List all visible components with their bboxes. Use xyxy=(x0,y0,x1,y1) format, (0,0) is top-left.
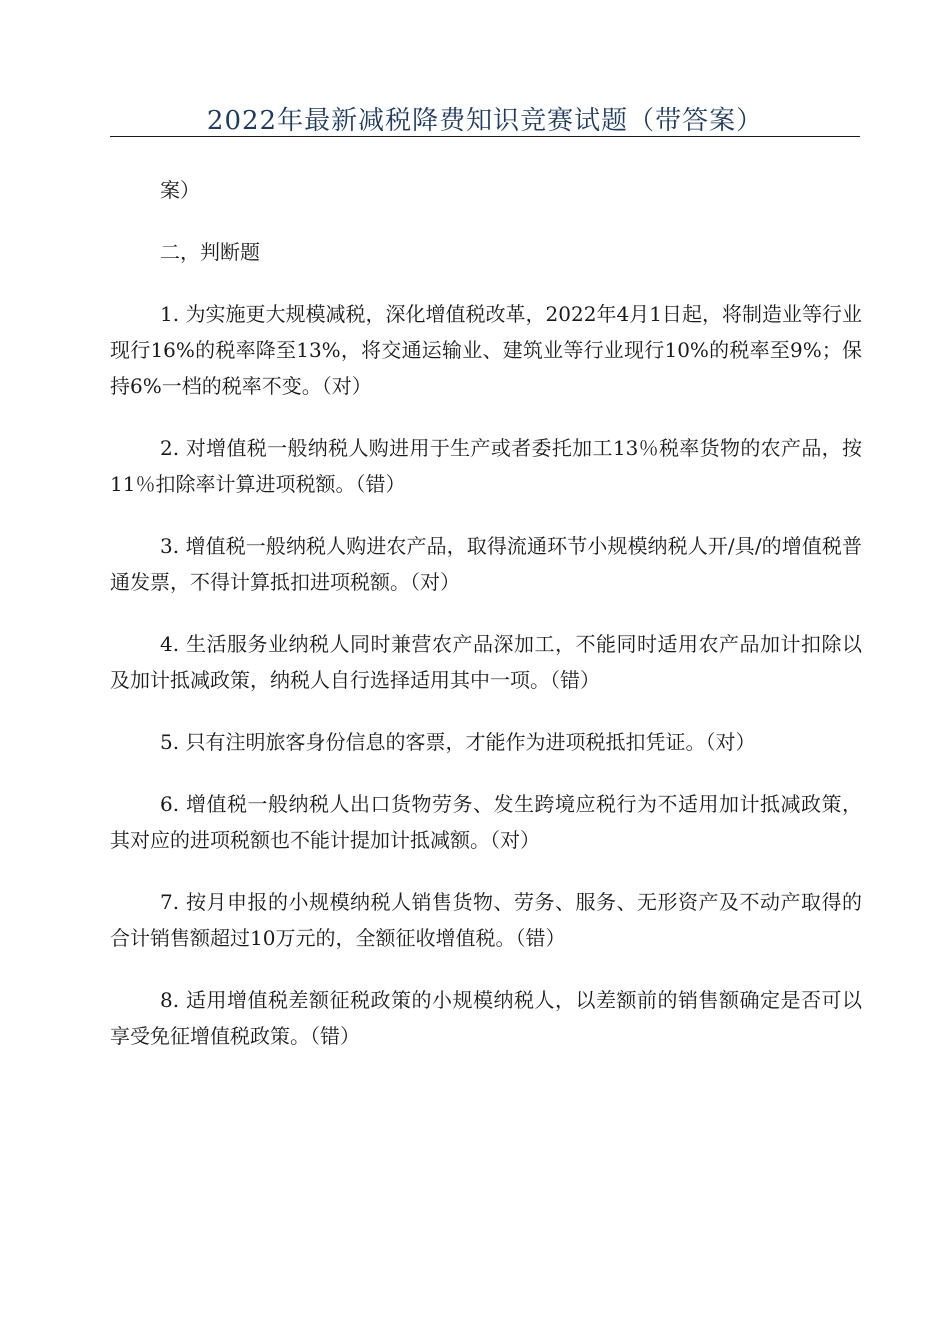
question-item: 7. 按月申报的小规模纳税人销售货物、劳务、服务、无形资产及不动产取得的合计销售额超过10万元的，全额征收增值税。（错） xyxy=(110,890,862,950)
question-item: 6. 增值税一般纳税人出口货物劳务、发生跨境应税行为不适用加计抵减政策，其对应的进项税额也不能计提加计抵减额。（对） xyxy=(110,792,862,852)
document-title: 2022年最新减税降费知识竞赛试题（带答案） xyxy=(206,106,764,136)
question-item: 8. 适用增值税差额征税政策的小规模纳税人，以差额前的销售额确定是否可以享受免征增值税政策。（错） xyxy=(110,988,862,1048)
question-item: 3. 增值税一般纳税人购进农产品，取得流通环节小规模纳税人开/具/的增值税普通发票，不得计算抵扣进项税额。（对） xyxy=(110,534,862,594)
continuation-text: 案） xyxy=(160,178,200,202)
title-underline xyxy=(110,136,860,137)
question-item: 1. 为实施更大规模减税，深化增值税改革，2022年4月1日起，将制造业等行业现行16%的税率降至13%，将交通运输业、建筑业等行业现行10%的税率至9%；保持6%一档的税率不变。（对） xyxy=(110,302,862,398)
document-body xyxy=(110,172,862,1080)
question-item: 5. 只有注明旅客身份信息的客票，才能作为进项税抵扣凭证。（对） xyxy=(160,730,756,754)
question-item: 4. 生活服务业纳税人同时兼营农产品深加工，不能同时适用农产品加计扣除以及加计抵减政策，纳税人自行选择适用其中一项。（错） xyxy=(110,632,862,692)
question-item: 2. 对增值税一般纳税人购进用于生产或者委托加工13％税率货物的农产品，按11％扣除率计算进项税额。（错） xyxy=(110,436,862,496)
section-heading: 二，判断题 xyxy=(160,240,260,264)
